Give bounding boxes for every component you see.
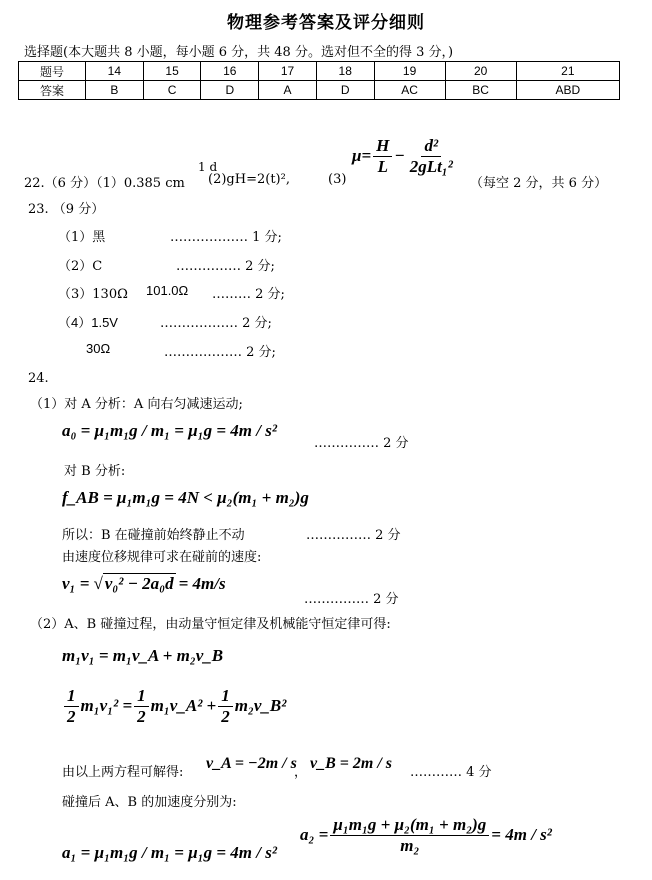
q22-part2 — [208, 172, 290, 187]
q24-law-text: 由速度位移规律可求在碰前的速度: — [62, 550, 262, 565]
half-den: 2 — [67, 706, 76, 726]
question-number: 20 — [445, 62, 516, 81]
question-number: 17 — [259, 62, 317, 81]
q22-lead: 22.（6 分）（1）0.385 cm — [24, 176, 185, 191]
eq5-a: m₁v₁² = — [80, 696, 133, 716]
answer-cell: D — [316, 81, 374, 100]
q23-item2-label: （2）C — [58, 259, 103, 274]
q24-eq1: a₀ = μ₁m₁g / m₁ = μ₁g = 4m / s² — [62, 421, 277, 440]
half-num: 1 — [218, 686, 233, 707]
eq7-rhs: = 4m / s² — [491, 825, 552, 845]
q24-eq3 — [62, 573, 226, 594]
q24-so-score: …………… 2 分 — [306, 528, 401, 543]
q24-comma: ， — [294, 765, 308, 780]
q23-item4-score: ……………… 2 分; — [160, 316, 272, 331]
answer-cell: AC — [374, 81, 445, 100]
answer-cell: C — [143, 81, 201, 100]
eq7-num: μ₁m₁g + μ₂(m₁ + m₂)g — [330, 815, 489, 836]
half-num: 1 — [64, 686, 79, 707]
page-title: 物理参考答案及评分细则 — [227, 13, 425, 33]
q24-eq3-score: …………… 2 分 — [304, 592, 399, 607]
q22-note: （每空 2 分，共 6 分） — [470, 176, 608, 191]
mc-intro: 选择题(本大题共 8 小题，每小题 6 分，共 48 分。选对但不全的得 3 分，) — [24, 45, 454, 60]
q22-part2-text: (2)gH= — [208, 172, 257, 187]
answer-cell: BC — [445, 81, 516, 100]
q24-eq2: f_AB = μ₁m₁g = 4N < μ₂(m₁ + m₂)g — [62, 488, 309, 507]
table-row — [19, 81, 620, 100]
q24-eq6: a₁ = μ₁m₁g / m₁ = μ₁g = 4m / s² — [62, 843, 277, 862]
question-number: 16 — [201, 62, 259, 81]
q24-eq7 — [300, 815, 552, 855]
q23-item3-value: 101.0Ω — [146, 283, 189, 298]
q24-header: 24. — [28, 371, 49, 386]
question-number: 14 — [86, 62, 144, 81]
q23-item4-label: （4）1.5V — [58, 315, 118, 330]
eq3-lhs: v₁ = — [62, 573, 90, 593]
q22-frac-top: 1 d — [198, 160, 218, 174]
q22-part2-end: (t)², — [265, 172, 290, 187]
row-header-answer: 答案 — [19, 81, 86, 100]
q24-vb: v_B = 2m / s — [310, 755, 393, 772]
eq3-rhs: = 4m/s — [178, 573, 226, 593]
q24-eq5 — [62, 686, 286, 726]
q23-item5-label: 30Ω — [86, 341, 111, 356]
eq3-root: v₀² − 2a₀d — [104, 574, 174, 593]
q24-part2-intro: （2）A、B 碰撞过程，由动量守恒定律及机械能守恒定律可得: — [30, 617, 391, 632]
q23-item1-score: ……………… 1 分; — [170, 230, 282, 245]
eq5-c: m₂v_B² — [234, 696, 287, 716]
q23-item5-score: ……………… 2 分; — [164, 345, 276, 360]
answer-cell: ABD — [516, 81, 619, 100]
eq7-lhs: a₂ = — [300, 825, 329, 845]
table-row — [19, 62, 620, 81]
q24-b-analysis: 对 B 分析: — [64, 464, 126, 479]
question-number: 18 — [316, 62, 374, 81]
q23-item3-score: ……… 2 分; — [212, 287, 285, 302]
answer-table — [18, 61, 620, 100]
q23-item1-label: （1）黑 — [58, 230, 106, 245]
answer-cell: D — [201, 81, 259, 100]
half-num: 1 — [134, 686, 149, 707]
q22-two: 2 — [256, 172, 266, 187]
q23-item3-label: （3）130Ω — [58, 287, 128, 302]
question-number: 15 — [143, 62, 201, 81]
q23-header: 23. （9 分） — [28, 202, 105, 217]
frac-den2: 2gLt₁² — [409, 156, 453, 176]
q24-solve-score: ………… 4 分 — [410, 765, 492, 780]
answer-cell: B — [86, 81, 144, 100]
q22-part3: (3) — [328, 172, 347, 187]
eq7-den: m₂ — [400, 835, 420, 855]
question-number: 19 — [374, 62, 445, 81]
frac-d2: d² — [421, 136, 441, 157]
q24-solve-text: 由以上两方程可解得: — [62, 765, 184, 780]
q22-mu-equation — [352, 136, 458, 176]
frac-H: H — [373, 136, 392, 157]
q24-va: v_A = −2m / s — [206, 755, 297, 772]
half-den: 2 — [221, 706, 230, 726]
answer-cell: A — [259, 81, 317, 100]
q24-part1-intro: （1）对 A 分析：A 向右匀减速运动; — [30, 397, 243, 412]
q24-so-text: 所以：B 在碰撞前始终静止不动 — [62, 528, 245, 543]
mu-lhs: μ= — [352, 146, 372, 166]
q23-item2-score: …………… 2 分; — [176, 259, 275, 274]
q24-eq4: m₁v₁ = m₁v_A + m₂v_B — [62, 646, 224, 665]
q24-eq1-score: …………… 2 分 — [314, 436, 409, 451]
frac-L: L — [377, 156, 388, 176]
minus-sign: − — [394, 146, 405, 166]
sqrt-sign: √ — [93, 573, 103, 593]
question-number: 21 — [516, 62, 619, 81]
q24-acc-text: 碰撞后 A、B 的加速度分别为: — [62, 795, 237, 810]
row-header-number: 题号 — [19, 62, 86, 81]
eq5-b: m₁v_A² + — [150, 696, 217, 716]
half-den: 2 — [137, 706, 146, 726]
